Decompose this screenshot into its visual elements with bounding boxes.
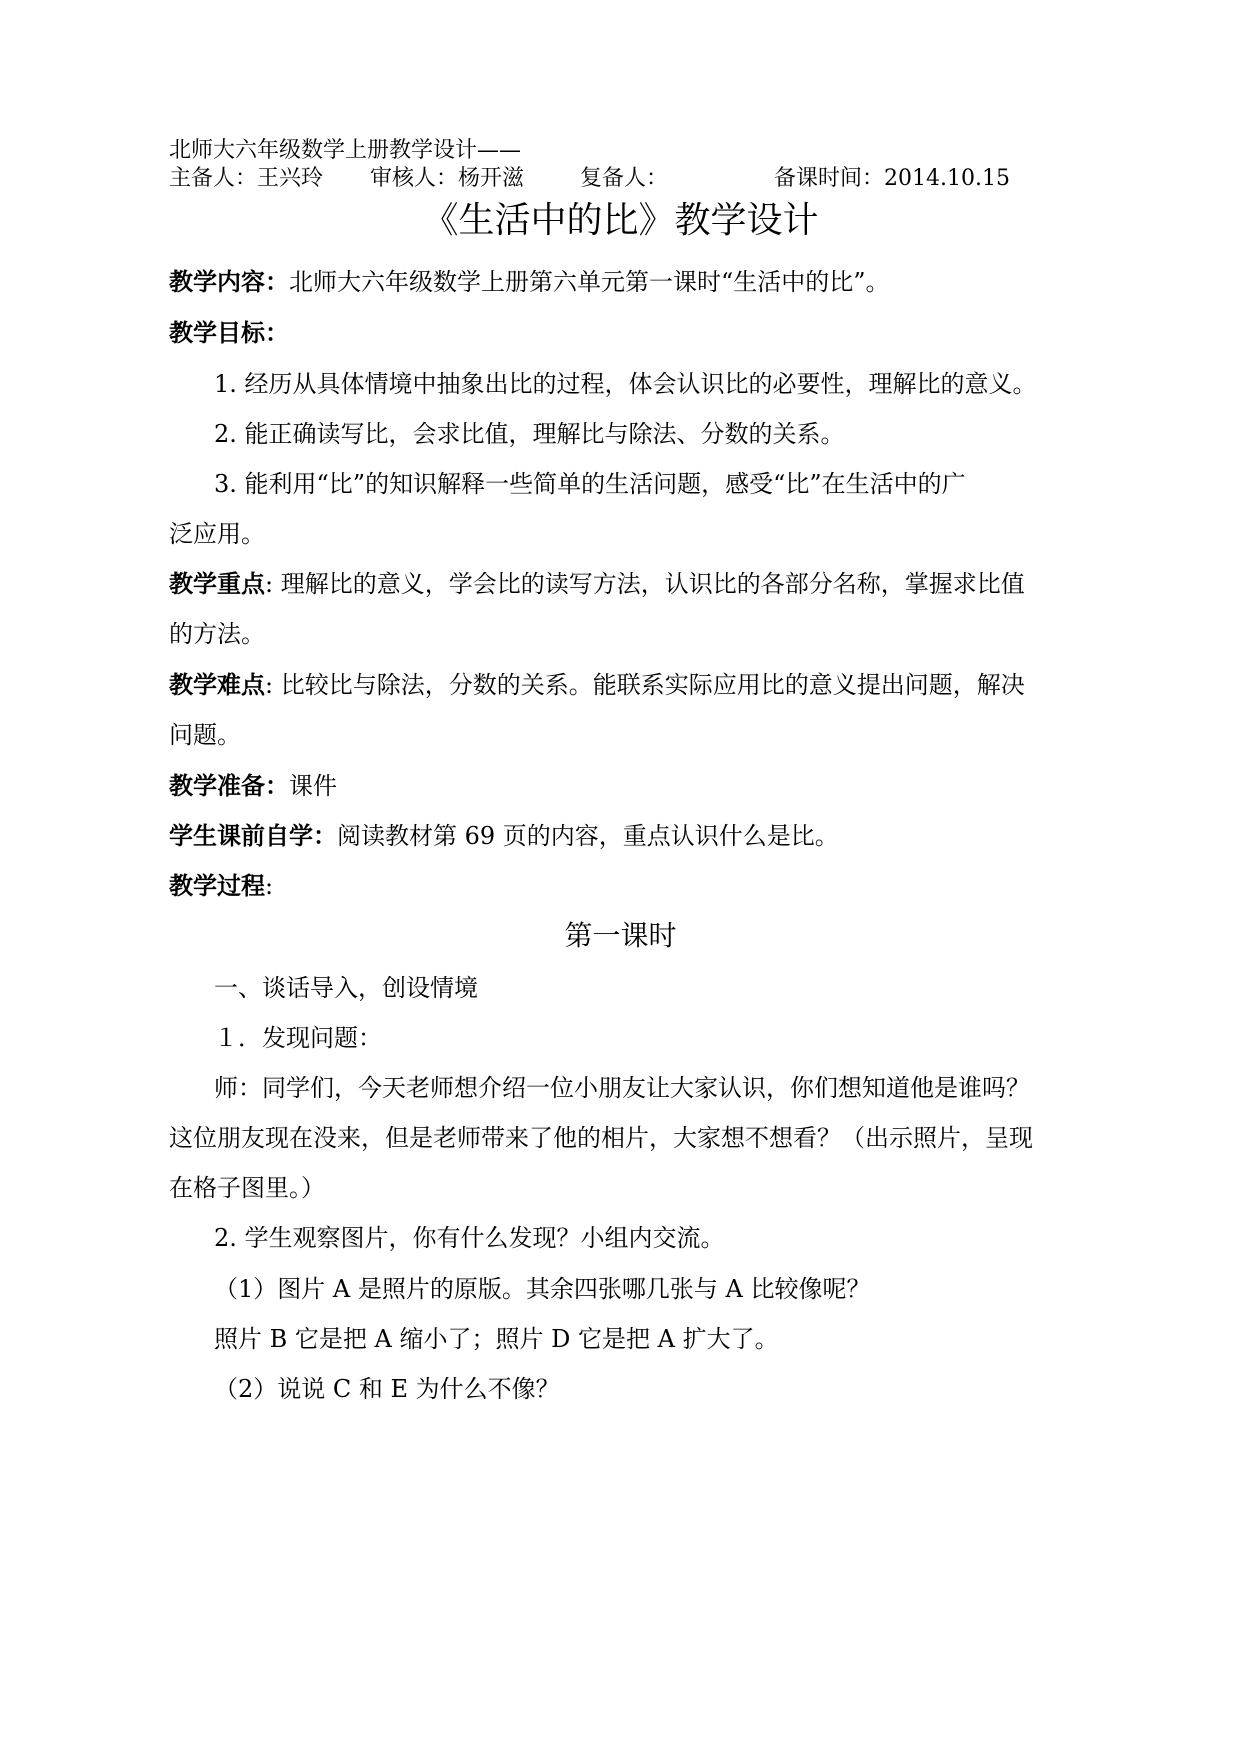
key-points-line2: 的方法。 — [169, 620, 265, 648]
key-points-label: 教学重点 — [169, 569, 265, 598]
teaching-content-label: 教学内容： — [169, 267, 289, 296]
goal-item-1: 1. 经历从具体情境中抽象出比的过程，体会认识比的必要性，理解比的意义。 — [214, 370, 1037, 398]
key-points-text: : 理解比的意义，学会比的读写方法，认识比的各部分名称，掌握求比值 — [265, 570, 1025, 598]
difficulty-label: 教学难点 — [169, 670, 265, 699]
body-item-2: 2. 学生观察图片，你有什么发现？小组内交流。 — [214, 1224, 725, 1252]
teaching-goals-label: 教学目标： — [169, 318, 289, 347]
preparation-line — [169, 770, 337, 802]
header-preparer: 主备人：王兴玲 — [169, 166, 324, 191]
teacher-line-2: 这位朋友现在没来，但是老师带来了他的相片，大家想不想看？（出示照片，呈现 — [169, 1124, 1033, 1152]
difficulty-text: : 比较比与除法，分数的关系。能联系实际应用比的意义提出问题，解决 — [265, 671, 1025, 699]
question-1: （1）图片 A 是照片的原版。其余四张哪几张与 A 比较像呢？ — [214, 1275, 871, 1303]
difficulty-line1 — [169, 669, 1025, 701]
header-co-preparer: 复备人： — [580, 166, 669, 191]
period-title: 第一课时 — [564, 919, 677, 952]
goal-item-3-line1: 3. 能利用“比”的知识解释一些简单的生活问题，感受“比”在生活中的广 — [214, 470, 966, 498]
preparation-label: 教学准备： — [169, 771, 289, 800]
body-item-1: １．发现问题： — [214, 1024, 382, 1052]
teaching-content-line — [169, 266, 890, 298]
document-title: 《生活中的比》教学设计 — [422, 200, 819, 241]
header-series-title: 北师大六年级数学上册教学设计—— — [169, 138, 522, 163]
teaching-process-line — [169, 870, 273, 902]
teacher-line-1: 师：同学们，今天老师想介绍一位小朋友让大家认识，你们想知道他是谁吗？ — [214, 1074, 1030, 1102]
student-preview-text: 阅读教材第 69 页的内容，重点认识什么是比。 — [337, 822, 839, 850]
answer-1: 照片 B 它是把 A 缩小了；照片 D 它是把 A 扩大了。 — [214, 1325, 779, 1353]
goal-item-2: 2. 能正确读写比，会求比值，理解比与除法、分数的关系。 — [214, 420, 845, 448]
teaching-content-text: 北师大六年级数学上册第六单元第一课时“生活中的比”。 — [289, 268, 890, 296]
student-preview-label: 学生课前自学： — [169, 821, 337, 850]
part-1-heading: 一、谈话导入，创设情境 — [214, 974, 478, 1002]
header-date: 备课时间：2014.10.15 — [774, 166, 1010, 191]
teaching-process-label: 教学过程 — [169, 871, 265, 900]
header-reviewer: 审核人：杨开滋 — [370, 166, 525, 191]
key-points-line1 — [169, 568, 1025, 600]
question-2: （2）说说 C 和 E 为什么不像？ — [214, 1375, 560, 1403]
student-preview-line — [169, 820, 839, 852]
difficulty-line2: 问题。 — [169, 721, 241, 749]
teacher-line-3: 在格子图里。） — [169, 1174, 325, 1202]
teaching-process-colon: : — [265, 872, 274, 900]
goal-item-3-line2: 泛应用。 — [169, 520, 265, 548]
preparation-text: 课件 — [289, 772, 337, 800]
